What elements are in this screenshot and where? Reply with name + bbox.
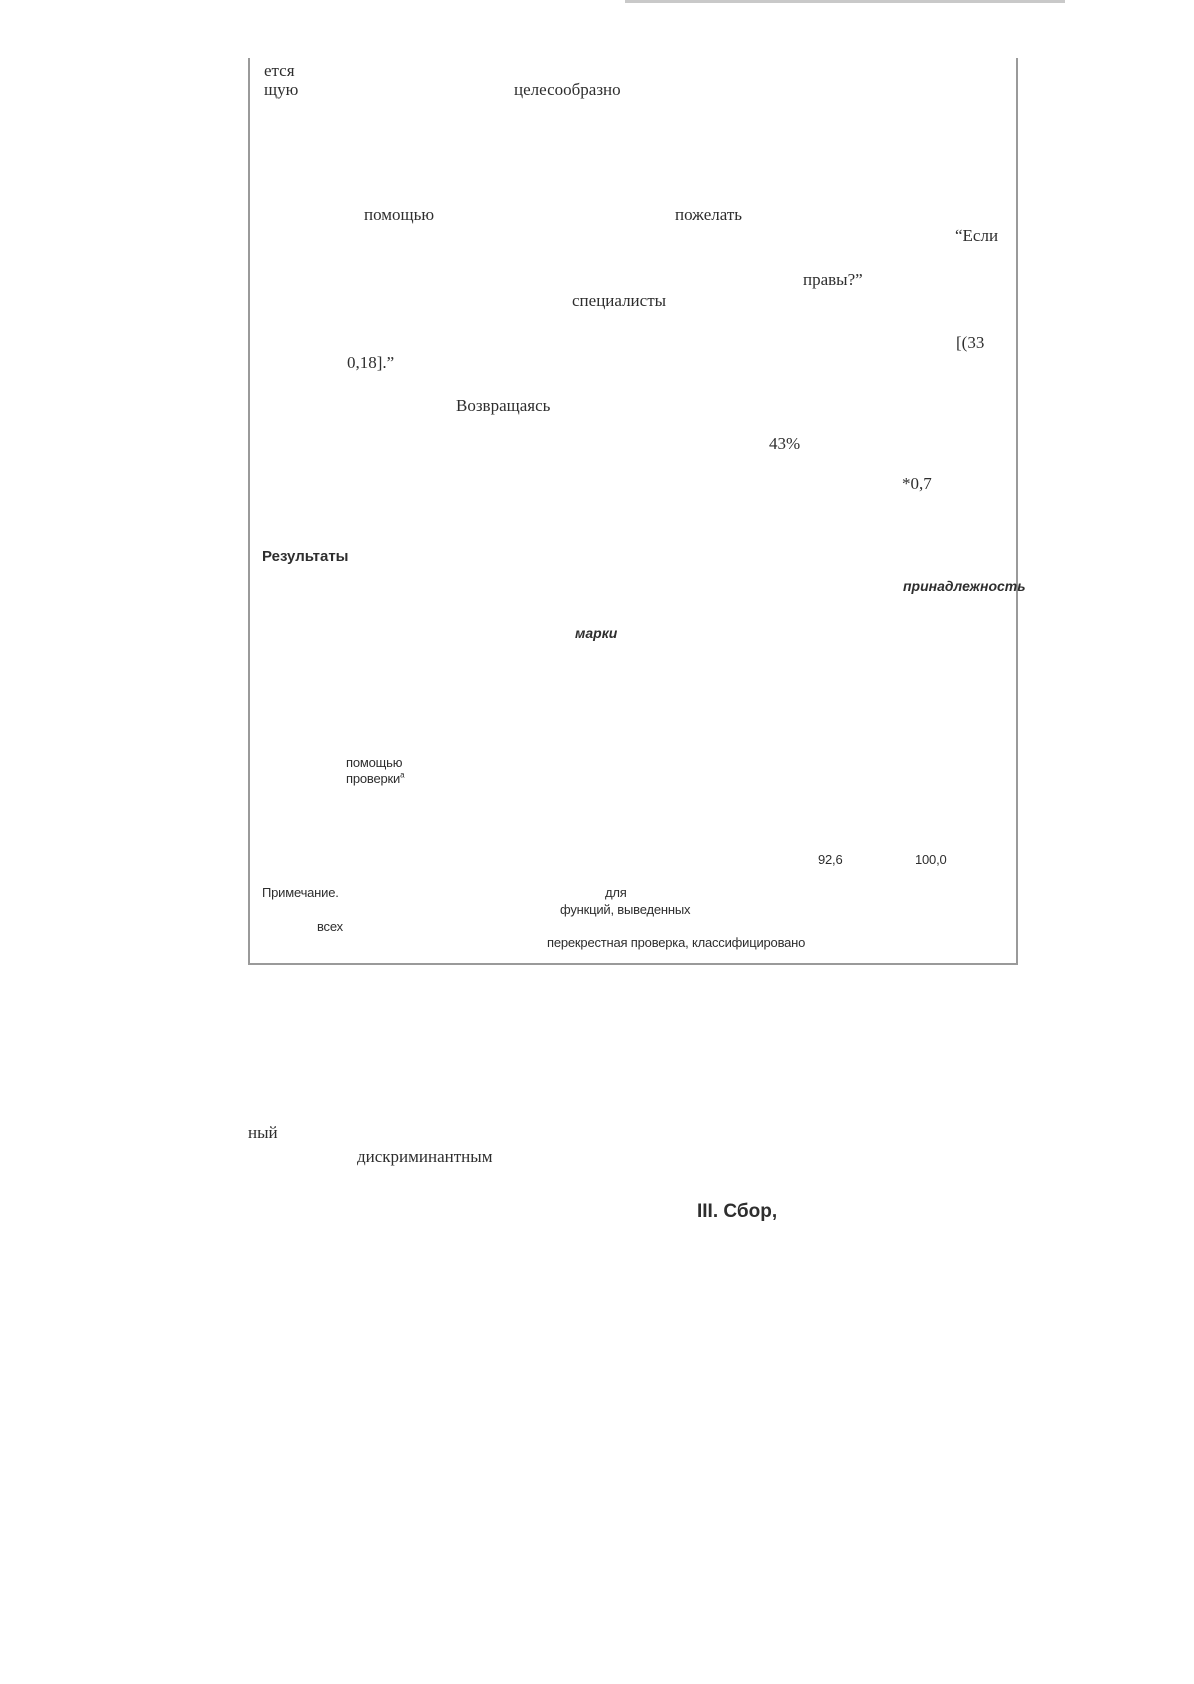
note-functions: функций, выведенных xyxy=(560,902,691,917)
footnote-marker: а xyxy=(400,770,405,780)
frame-word-pravy: правы?” xyxy=(803,270,863,289)
section-heading: III. Сбор, xyxy=(697,1201,778,1222)
results-heading: Результаты xyxy=(262,548,349,565)
results-check-label: проверки$^а$ xyxy=(346,770,405,786)
frame-citation-start: [(33 xyxy=(956,333,985,352)
results-value-1: 92,6 xyxy=(818,852,843,867)
note-label: Примечание. xyxy=(262,885,339,900)
frame-word-esli: “Если xyxy=(955,226,999,245)
body-word-nyi: ный xyxy=(248,1123,278,1142)
frame-citation-end: 0,18].” xyxy=(347,353,395,372)
note-all: всех xyxy=(317,919,343,934)
bordered-box xyxy=(248,58,1026,965)
frame-word-pozhelat: пожелать xyxy=(675,205,743,224)
frame-word-etsya: ется xyxy=(264,61,295,80)
frame-word-tselesoobrazno: целесообразно xyxy=(514,80,621,99)
note-cross-validation: перекрестная проверка, классифицировано xyxy=(547,935,806,950)
note-for: для xyxy=(605,885,627,900)
body-word-diskriminantnym: дискриминантным xyxy=(357,1147,493,1166)
frame-word-pomoshchyu: помощью xyxy=(364,205,435,224)
top-edge-line xyxy=(625,0,1065,3)
frame-word-vozvrashchayas: Возвращаясь xyxy=(456,396,551,415)
results-help-label: помощью xyxy=(346,755,403,770)
results-value-2: 100,0 xyxy=(915,852,947,867)
frame-word-spetsialisty: специалисты xyxy=(572,291,667,310)
frame-coefficient: *0,7 xyxy=(902,474,932,493)
results-marks: марки xyxy=(575,625,618,641)
results-membership: принадлежность xyxy=(903,578,1026,594)
frame-word-shchuyu: щую xyxy=(264,80,299,99)
frame-percent: 43% xyxy=(769,434,801,453)
